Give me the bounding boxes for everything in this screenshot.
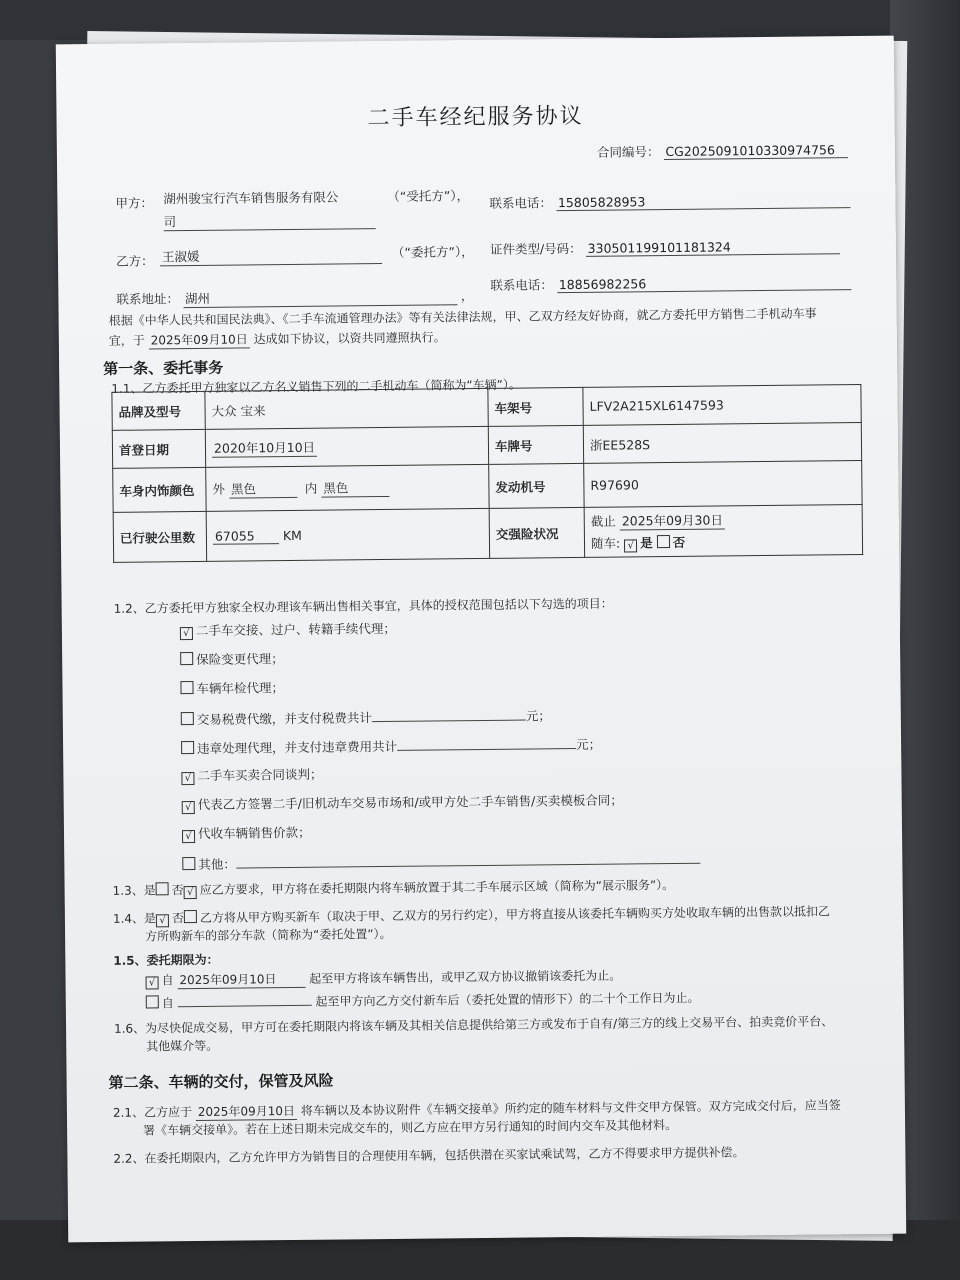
term-option-2-text: 起至甲方向乙方交付新车后（委托处置的情形下）的二十个工作日为止。 bbox=[315, 990, 700, 1009]
term-option-1-checkbox[interactable]: √ bbox=[146, 976, 159, 989]
inner-label: 内 bbox=[304, 480, 318, 496]
clause-1-4-text: 乙方将从甲方购买新车（取决于甲、乙双方的另行约定），甲方将直接从该委托车辆购买方处收取车辆的出售款以抵扣乙 bbox=[199, 904, 831, 925]
auth-item-5-suffix: 元； bbox=[576, 736, 602, 753]
clause-1-4 bbox=[113, 902, 830, 928]
other-field[interactable] bbox=[236, 848, 700, 869]
auth-item-2-checkbox[interactable] bbox=[180, 652, 193, 665]
clause-2-2: 2.2、在委托期限内，乙方允许甲方为销售目的合理使用车辆，包括供潜在买家试乘试驾，乙方不得要求甲方提供补偿。 bbox=[113, 1145, 745, 1166]
with-car-label: 随车: bbox=[590, 535, 621, 551]
clause-1-3-text: 应乙方要求，甲方将在委托期限内将车辆放置于其二手车展示区域（简称为“展示服务”）。 bbox=[199, 877, 675, 897]
intro-line-2-end: 达成如下协议，以资共同遵照执行。 bbox=[253, 330, 446, 347]
auth-item-8-text: 代收车辆销售价款； bbox=[197, 824, 311, 841]
violation-amount-field[interactable] bbox=[397, 733, 576, 751]
clause-1-1: 1.1、乙方委托甲方独家以乙方名义销售下列的二手机动车（简称为“车辆”）。 bbox=[111, 377, 521, 396]
outer-color: 黑色 bbox=[229, 479, 297, 499]
with-car-yes-checkbox[interactable]: √ bbox=[624, 539, 637, 552]
clause-1-2: 1.2、乙方委托甲方独家全权办理该车辆出售相关事宜，具体的授权范围包括以下勾选的项目： bbox=[113, 596, 613, 616]
reg-date-label: 首登日期 bbox=[112, 429, 205, 468]
party-a-name: 湖州骏宝行汽车销售服务有限公 bbox=[163, 189, 339, 207]
party-a-name-line2 bbox=[164, 210, 376, 231]
contact-address-label: 联系地址： bbox=[116, 291, 180, 307]
auth-item-5-checkbox[interactable] bbox=[181, 741, 194, 754]
plate-label: 车牌号 bbox=[488, 425, 583, 464]
brand-value: 大众 宝来 bbox=[205, 388, 488, 429]
clause-1-5: 1.5、委托期限为： bbox=[113, 952, 219, 968]
contract-number-row bbox=[597, 140, 848, 161]
party-b-id-label: 证件类型/号码： bbox=[489, 240, 582, 257]
vehicle-table bbox=[111, 384, 863, 563]
contact-phone: 18856982256 bbox=[557, 274, 851, 293]
reg-date-value: 2020年10月10日 bbox=[212, 438, 317, 458]
with-car-row bbox=[591, 531, 856, 553]
party-a-label: 甲方： bbox=[115, 195, 154, 211]
term-option-2 bbox=[146, 986, 700, 1012]
term-option-1-date: 2025年09月10日 bbox=[177, 970, 305, 989]
intro-line-2 bbox=[109, 328, 446, 350]
clause-1-6-continued: 其他媒介等。 bbox=[146, 1038, 219, 1054]
term-option-1-text: 起至甲方将该车辆售出，或甲乙双方协议撤销该委托为止。 bbox=[309, 968, 622, 986]
brand-label: 品牌及型号 bbox=[112, 391, 205, 430]
vin-value: LFV2A215XL6147593 bbox=[583, 385, 861, 426]
with-car-no-checkbox[interactable] bbox=[657, 535, 670, 548]
clause-2-1-date: 2025年09月10日 bbox=[196, 1102, 297, 1121]
clause-1-4-no-checkbox[interactable] bbox=[184, 910, 197, 923]
insurance-cell bbox=[584, 505, 863, 558]
party-a-phone-row bbox=[489, 190, 850, 212]
party-b-id-row bbox=[490, 236, 840, 258]
clause-2-1-continued: 署《车辆交接单》。若在上述日期未完成交车的，则乙方应在甲方另行通知的时间内交车及其他材料。 bbox=[143, 1117, 678, 1138]
party-b-name-field bbox=[160, 245, 382, 266]
auth-item-5-text: 违章处理代理，并支付违章费用共计 bbox=[197, 738, 398, 756]
clause-1-4-no-label: 否 bbox=[171, 911, 185, 926]
auth-item-4-suffix: 元； bbox=[525, 708, 551, 724]
contact-address-row bbox=[116, 286, 473, 309]
term-option-2-date[interactable] bbox=[178, 990, 312, 1007]
clause-1-4-continued: 方所购新车的部分车款（简称为“委托处置”）。 bbox=[145, 926, 392, 944]
tax-amount-field[interactable] bbox=[372, 705, 526, 723]
contact-address: 湖州 bbox=[183, 286, 457, 308]
insurance-label: 交强险状况 bbox=[489, 507, 585, 558]
color-label: 车身内饰颜色 bbox=[113, 467, 206, 512]
party-a-phone-label: 联系电话： bbox=[489, 195, 553, 211]
auth-item-3-text: 车辆年检代理； bbox=[196, 680, 285, 696]
term-option-1-from: 自 bbox=[161, 973, 174, 988]
clause-1-3-yes-label: 1.3、是 bbox=[112, 883, 156, 898]
auth-item-3-checkbox[interactable] bbox=[180, 681, 193, 694]
party-a-role: （“受托方”）， bbox=[387, 188, 470, 204]
vin-label: 车架号 bbox=[488, 387, 583, 426]
document-title: 二手车经纪服务协议 bbox=[367, 103, 584, 132]
plate-value: 浙EE528S bbox=[583, 423, 861, 464]
clause-2-1-start: 2.1、乙方应于 bbox=[112, 1105, 193, 1120]
contract-page bbox=[56, 36, 906, 1243]
auth-item-2-text: 保险变更代理； bbox=[196, 651, 284, 667]
party-b-role: （“委托方”）， bbox=[391, 244, 474, 260]
party-a-phone: 15805828953 bbox=[556, 192, 850, 211]
with-car-no-label: 否 bbox=[672, 534, 686, 550]
auth-item-8-checkbox[interactable]: √ bbox=[182, 830, 195, 843]
party-b-id: 330501199101181324 bbox=[586, 238, 840, 257]
authorization-list bbox=[180, 616, 700, 882]
insurance-until-label: 截止 bbox=[590, 513, 616, 529]
clause-1-3-yes-checkbox[interactable] bbox=[156, 882, 169, 895]
auth-item-9-text: 其他： bbox=[198, 856, 236, 872]
contract-number-value: CG2025091010330974756 bbox=[663, 142, 847, 160]
auth-item-4-checkbox[interactable] bbox=[181, 712, 194, 725]
term-option-2-checkbox[interactable] bbox=[146, 995, 159, 1008]
clause-1-6: 1.6、为尽快促成交易，甲方可在委托期限内将该车辆及其相关信息提供给第三方或发布于自有/第三方的线上交易平台、拍卖竞价平台、 bbox=[113, 1014, 834, 1036]
section-2-heading: 第二条、车辆的交付，保管及风险 bbox=[108, 1071, 334, 1092]
term-option-1 bbox=[145, 967, 621, 990]
insurance-until: 2025年09月30日 bbox=[620, 510, 725, 530]
auth-item-4-text: 交易税费代缴，并支付税费共计 bbox=[196, 710, 372, 727]
clause-1-3-no-label: 否 bbox=[171, 883, 184, 898]
intro-line-2-start: 宜，于 bbox=[108, 333, 145, 348]
contact-phone-row bbox=[490, 272, 851, 294]
contract-number-label: 合同编号： bbox=[596, 144, 660, 160]
party-b-name: 王淑媛 bbox=[160, 245, 382, 266]
intro-line-1: 根据《中华人民共和国民法典》、《二手车流通管理办法》等有关法律法规，甲、乙双方经友好协商，就乙方委托甲方销售二手机动车事 bbox=[108, 306, 817, 328]
clause-1-4-yes-label: 1.4、是 bbox=[112, 911, 157, 926]
auth-item-1-checkbox[interactable]: √ bbox=[180, 627, 193, 640]
engine-value: R97690 bbox=[584, 461, 862, 508]
vehicle-row-3 bbox=[113, 461, 862, 513]
inner-color: 黑色 bbox=[321, 478, 389, 498]
engine-label: 发动机号 bbox=[489, 463, 584, 508]
with-car-yes-label: 是 bbox=[640, 535, 653, 551]
intro-date: 2025年09月10日 bbox=[149, 330, 250, 349]
term-option-2-from: 自 bbox=[161, 996, 174, 1011]
clause-1-4-yes-checkbox[interactable]: √ bbox=[156, 914, 169, 927]
auth-item-9-checkbox[interactable] bbox=[182, 857, 195, 870]
color-cell bbox=[206, 464, 489, 511]
km-label: 已行驶公里数 bbox=[113, 511, 207, 562]
auth-item-6-checkbox[interactable]: √ bbox=[181, 772, 194, 785]
km-cell bbox=[206, 508, 490, 561]
contact-address-end: ， bbox=[460, 288, 474, 304]
outer-label: 外 bbox=[212, 481, 226, 497]
clause-1-3-no-checkbox[interactable]: √ bbox=[184, 886, 197, 899]
vehicle-row-4 bbox=[113, 505, 862, 563]
km-value: 67055 bbox=[213, 528, 279, 545]
party-b-label: 乙方： bbox=[115, 253, 154, 269]
clause-2-1-text: 将车辆以及本协议附件《车辆交接单》所约定的随车材料与文件交甲方保管。双方完成交付后，应当签 bbox=[300, 1098, 841, 1118]
section-1-heading: 第一条、委托事务 bbox=[103, 358, 224, 378]
party-a-name-tail: 司 bbox=[163, 214, 177, 230]
insurance-until-row bbox=[591, 509, 856, 531]
auth-item-1-text: 二手车交接、过户、转籍手续代理； bbox=[195, 620, 396, 638]
auth-item-7-text: 代表乙方签署二手/旧机动车交易市场和/或甲方处二手车销售/买卖模板合同； bbox=[197, 792, 623, 812]
auth-item-6-text: 二手车买卖合同谈判； bbox=[197, 766, 323, 783]
km-unit: KM bbox=[282, 527, 302, 543]
contact-phone-label: 联系电话： bbox=[490, 277, 553, 293]
reg-date-cell bbox=[205, 426, 488, 467]
auth-item-7-checkbox[interactable]: √ bbox=[182, 801, 195, 814]
